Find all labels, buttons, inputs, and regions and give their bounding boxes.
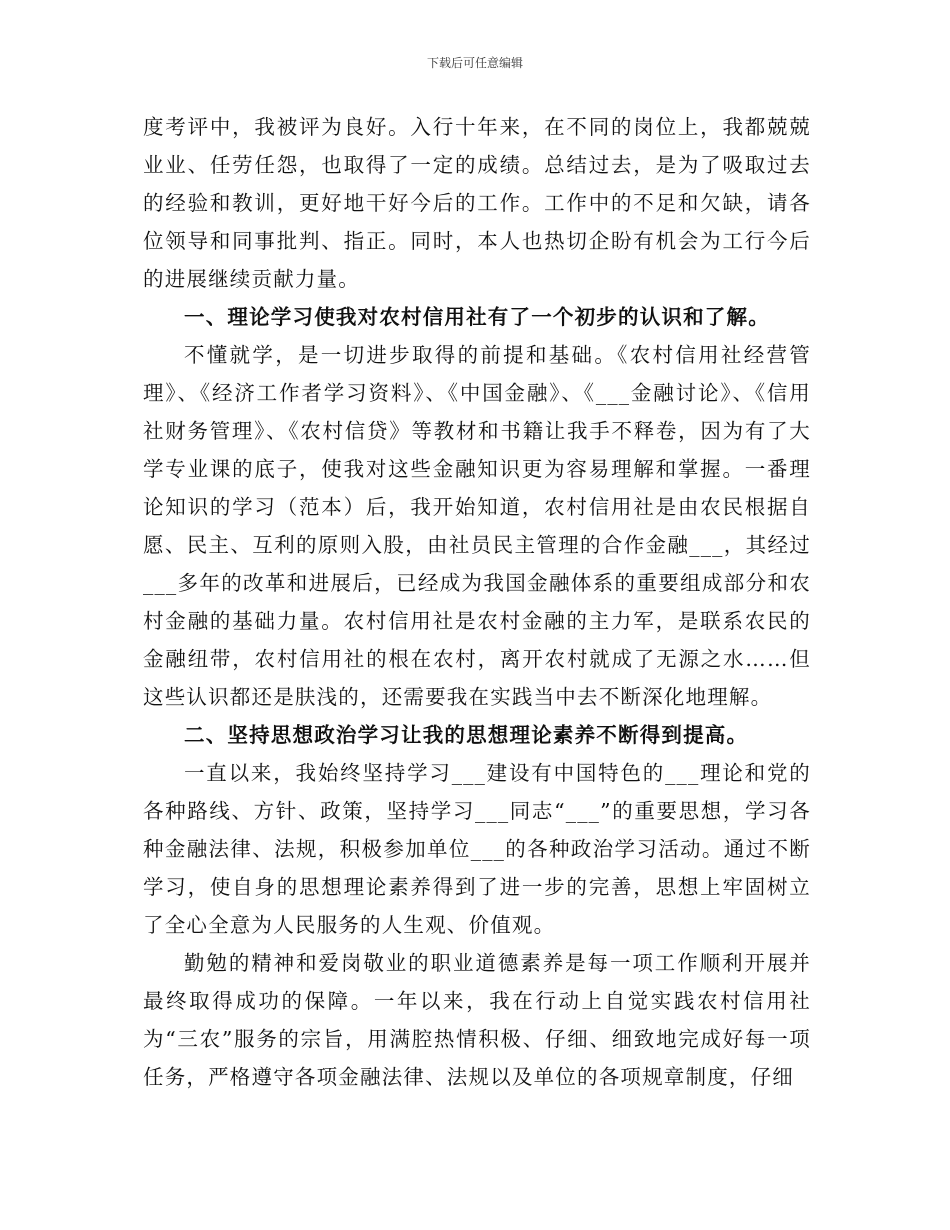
section-heading-1: 一、理论学习使我对农村信用社有了一个初步的认识和了解。 [184,305,770,329]
paragraph-intro-continuation: 度考评中，我被评为良好。入行十年来，在不同的岗位上，我都兢兢业业、任劳任怨，也取得了一定的成绩。总结过去，是为了吸取过去的经验和教训，更好地干好今后的工作。工作中的不足和欠缺，请各位领导和同事批判、指正。同时，本人也热切企盼有机会为工行今后的进展继续贡献力量。 [143,115,811,291]
page-header: 下载后可任意编辑 [426,56,523,70]
paragraph-work-ethic: 勤勉的精神和爱岗敬业的职业道德素养是每一项工作顺利开展并最终取得成功的保障。一年以来，我在行动上自觉实践农村信用社为“三农”服务的宗旨，用满腔热情积极、仔细、细致地完成好每一项任务，严格遵守各项金融法律、法规以及单位的各项规章制度，仔细 [143,951,811,1089]
section-heading-2: 二、坚持思想政治学习让我的思想理论素养不断得到提高。 [184,723,749,747]
paragraph-political-study: 一直以来，我始终坚持学习___建设有中国特色的___理论和党的各种路线、方针、政策，坚持学习___同志“___”的重要思想，学习各种金融法律、法规，积极参加单位___的各种政治学习活动。通过不断学习，使自身的思想理论素养得到了进一步的完善，思想上牢固树立了全心全意为人民服务的人生观、价值观。 [143,761,811,937]
document-body [143,108,811,1096]
paragraph-theory-study: 不懂就学，是一切进步取得的前提和基础。《农村信用社经营管理》、《经济工作者学习资料》、《中国金融》、《___金融讨论》、《信用社财务管理》、《农村信贷》等教材和书籍让我手不释卷，因为有了大学专业课的底子，使我对这些金融知识更为容易理解和掌握。一番理论知识的学习（范本）后，我开始知道，农村信用社是由农民根据自愿、民主、互利的原则入股，由社员民主管理的合作金融___，其经过___多年的改革和进展后，已经成为我国金融体系的重要组成部分和农村金融的基础力量。农村信用社是农村金融的主力军，是联系农民的金融纽带，农村信用社的根在农村，离开农村就成了无源之水……但这些认识都还是肤浅的，还需要我在实践当中去不断深化地理解。 [143,343,811,709]
